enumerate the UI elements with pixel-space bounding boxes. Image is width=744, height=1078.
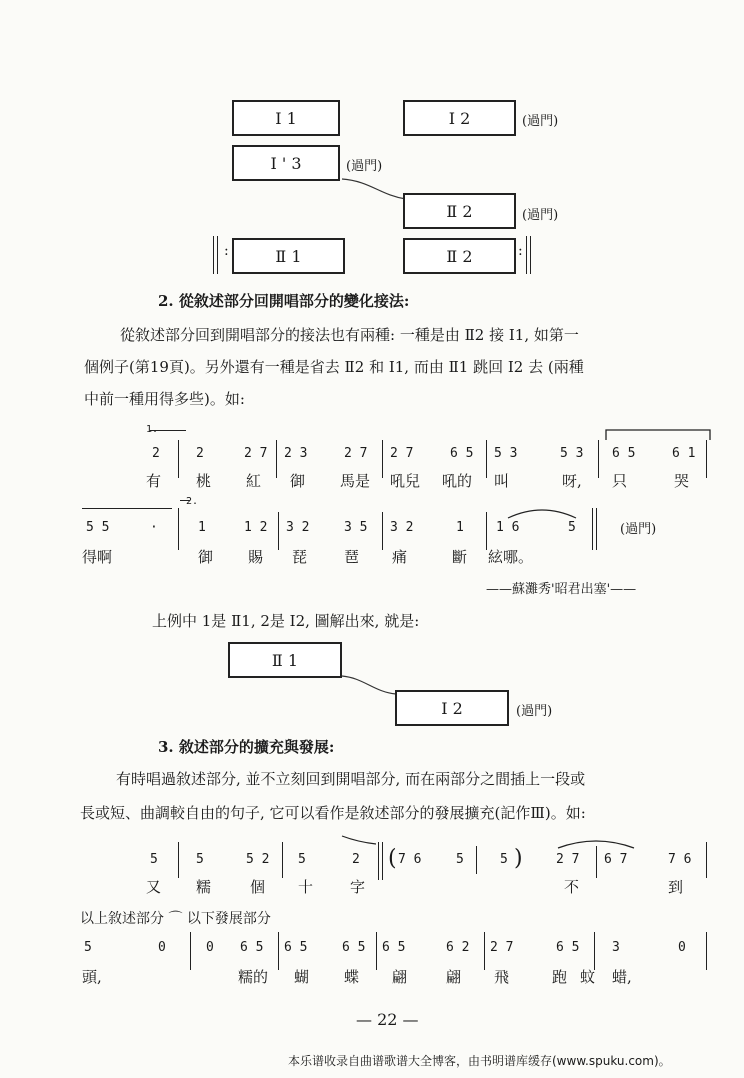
slur <box>506 506 578 520</box>
note: 2 <box>152 446 160 461</box>
box-i1 <box>232 100 340 136</box>
note: 5 3 <box>494 446 518 461</box>
paragraph-line: 個例子(第19頁)。另外還有一種是省去 Ⅱ2 和 I1, 而由 Ⅱ1 跳回 I2 去 (兩種 <box>84 358 584 376</box>
box-label: I 2 <box>441 698 463 718</box>
lyric: 蚊 <box>580 968 596 986</box>
box-i2 <box>403 100 516 136</box>
lyric: 蝶 <box>344 968 360 986</box>
note: 5 5 <box>86 520 110 535</box>
interlude-note: (過門) <box>346 159 383 174</box>
barline <box>486 512 487 550</box>
paragraph-line: 中前一種用得多些)。如: <box>84 390 245 408</box>
lyric: 飛 <box>494 968 510 986</box>
section-label: 以上敘述部分 ⌒ 以下發展部分 <box>80 911 271 927</box>
lyric: 絃哪。 <box>488 548 534 566</box>
box-i2 <box>395 690 509 726</box>
lyric: 只 <box>612 472 628 490</box>
note: 1 <box>456 520 464 535</box>
lyric: 斷 <box>452 548 468 566</box>
paragraph-line: 長或短、曲調較自由的句子, 它可以看作是敘述部分的發展擴充(記作Ⅲ)。如: <box>80 804 586 822</box>
barline <box>178 842 179 878</box>
note: 6 2 <box>446 940 470 955</box>
lyric: 叫 <box>494 472 510 490</box>
note: 5 <box>150 852 158 867</box>
example-line: 上例中 1是 Ⅱ1, 2是 I2, 圖解出來, 就是: <box>152 612 420 630</box>
box-i3 <box>232 145 340 181</box>
box-ii1 <box>228 642 342 678</box>
tie-line <box>82 508 172 509</box>
note: 6 5 <box>450 446 474 461</box>
barline <box>178 508 179 550</box>
note: 5 <box>568 520 576 535</box>
box-label: Ⅱ 2 <box>446 246 473 266</box>
repeat-bar-right <box>526 236 531 274</box>
note: 2 7 <box>390 446 414 461</box>
lyric: 吼兒 <box>390 472 421 490</box>
footer-credit: 本乐谱收录自曲谱歌谱大全博客，由书明谱库缓存(www.spuku.com)。 <box>288 1054 671 1068</box>
lyric: 御 <box>198 548 214 566</box>
lyric: 蜡, <box>612 968 632 986</box>
lyric: 得啊 <box>82 548 113 566</box>
paren-close: ) <box>514 846 523 871</box>
barline <box>190 932 191 970</box>
note: 2 <box>196 446 204 461</box>
note: 7 6 <box>668 852 692 867</box>
note: 3 2 <box>286 520 310 535</box>
lyric: 痛 <box>392 548 408 566</box>
lyric: 不 <box>564 878 580 896</box>
barline <box>178 440 179 478</box>
note: 6 5 <box>382 940 406 955</box>
interlude-note: (過門) <box>522 114 559 129</box>
lyric: 吼的 <box>442 472 473 490</box>
lyric: 到 <box>668 878 684 896</box>
lyric: 哭 <box>674 472 690 490</box>
box-label: I 2 <box>448 108 471 128</box>
note: 5 <box>196 852 204 867</box>
connector-line <box>340 672 400 698</box>
note: 6 1 <box>672 446 696 461</box>
tie-mark <box>340 832 380 848</box>
note: 5 <box>298 852 306 867</box>
barline <box>382 512 383 550</box>
note: 1 <box>198 520 206 535</box>
interlude-note: (過門) <box>516 704 553 719</box>
note: 6 5 <box>342 940 366 955</box>
lyric: 琶 <box>344 548 360 566</box>
barline <box>278 512 279 550</box>
note: 7 6 <box>398 852 422 867</box>
lyric: 琵 <box>292 548 308 566</box>
section-heading: 3. 敘述部分的擴充與發展: <box>158 738 335 756</box>
note: 0 <box>206 940 214 955</box>
section-heading: 2. 從敘述部分回開唱部分的變化接法: <box>158 292 410 310</box>
repeat-bar-left <box>213 236 218 274</box>
lyric: 翩 <box>446 968 462 986</box>
lyric: 個 <box>250 878 266 896</box>
note: 1 2 <box>244 520 268 535</box>
note: 5 <box>500 852 508 867</box>
box-ii2 <box>403 193 516 229</box>
note: 2 <box>352 852 360 867</box>
note: 2 7 <box>244 446 268 461</box>
volta-1: 1. <box>146 424 159 435</box>
page-number: — 22 — <box>356 1010 419 1029</box>
barline <box>484 932 485 970</box>
interlude-note: (過門) <box>522 208 559 223</box>
note: 0 <box>678 940 686 955</box>
note: 5 2 <box>246 852 270 867</box>
note: 3 5 <box>344 520 368 535</box>
note: 2 7 <box>344 446 368 461</box>
box-label: I 1 <box>275 108 297 128</box>
barline <box>276 440 277 478</box>
slur <box>556 836 636 850</box>
barline <box>706 842 707 878</box>
repeat-dots-left: : <box>224 243 229 259</box>
lyric: 蝴 <box>294 968 310 986</box>
barline <box>598 440 599 478</box>
barline <box>596 846 597 878</box>
note: 2 7 <box>556 852 580 867</box>
slur <box>604 426 714 442</box>
box-label: Ⅱ 1 <box>275 246 302 266</box>
interlude-note: (過門) <box>620 522 657 537</box>
note: 3 <box>612 940 620 955</box>
barline <box>382 440 383 478</box>
box-ii2-b <box>403 238 516 274</box>
paragraph-line: 從敘述部分回到開唱部分的接法也有兩種: 一種是由 Ⅱ2 接 I1, 如第一 <box>120 326 579 344</box>
connector-line <box>340 175 410 205</box>
box-ii1 <box>232 238 345 274</box>
barline <box>594 932 595 970</box>
note: 2 7 <box>490 940 514 955</box>
barline <box>706 440 707 478</box>
volta-line <box>150 430 186 431</box>
barline <box>278 932 279 970</box>
final-barline <box>592 508 597 550</box>
repeat-dots-right: : <box>518 243 523 259</box>
source-citation: ——蘇灘秀'昭君出塞'—— <box>486 582 637 597</box>
box-label: Ⅱ 2 <box>446 201 473 221</box>
note: 6 7 <box>604 852 628 867</box>
note: 2 3 <box>284 446 308 461</box>
note: 3 2 <box>390 520 414 535</box>
note: 6 5 <box>612 446 636 461</box>
note: 5 <box>84 940 92 955</box>
lyric: 十 <box>298 878 314 896</box>
note: 5 3 <box>560 446 584 461</box>
barline <box>476 846 477 874</box>
lyric: 頭, <box>82 968 102 986</box>
volta-line <box>180 500 190 501</box>
lyric: 呀, <box>562 472 582 490</box>
lyric: 糯的 <box>238 968 269 986</box>
barline <box>282 842 283 878</box>
note: 6 5 <box>556 940 580 955</box>
note: 6 5 <box>240 940 264 955</box>
note: 1 6 <box>496 520 520 535</box>
paren-open: ( <box>388 846 397 871</box>
note-dot: · <box>150 520 158 535</box>
note: 5 <box>456 852 464 867</box>
lyric: 賜 <box>248 548 264 566</box>
box-label: Ⅱ 1 <box>271 650 299 670</box>
lyric: 有 <box>146 472 162 490</box>
paragraph-line: 有時唱過敘述部分, 並不立刻回到開唱部分, 而在兩部分之間插上一段或 <box>116 770 586 788</box>
lyric: 跑 <box>552 968 568 986</box>
lyric: 又 <box>146 878 162 896</box>
lyric: 紅 <box>246 472 262 490</box>
lyric: 御 <box>290 472 306 490</box>
lyric: 馬是 <box>340 472 371 490</box>
lyric: 翩 <box>392 968 408 986</box>
note: 6 5 <box>284 940 308 955</box>
volta-2: 2. <box>186 496 199 507</box>
lyric: 糯 <box>196 878 212 896</box>
double-barline <box>378 842 383 880</box>
barline <box>376 932 377 970</box>
barline <box>486 440 487 478</box>
lyric: 桃 <box>196 472 212 490</box>
barline <box>706 932 707 970</box>
note: 0 <box>158 940 166 955</box>
lyric: 字 <box>350 878 366 896</box>
box-label: I ' 3 <box>270 153 302 173</box>
